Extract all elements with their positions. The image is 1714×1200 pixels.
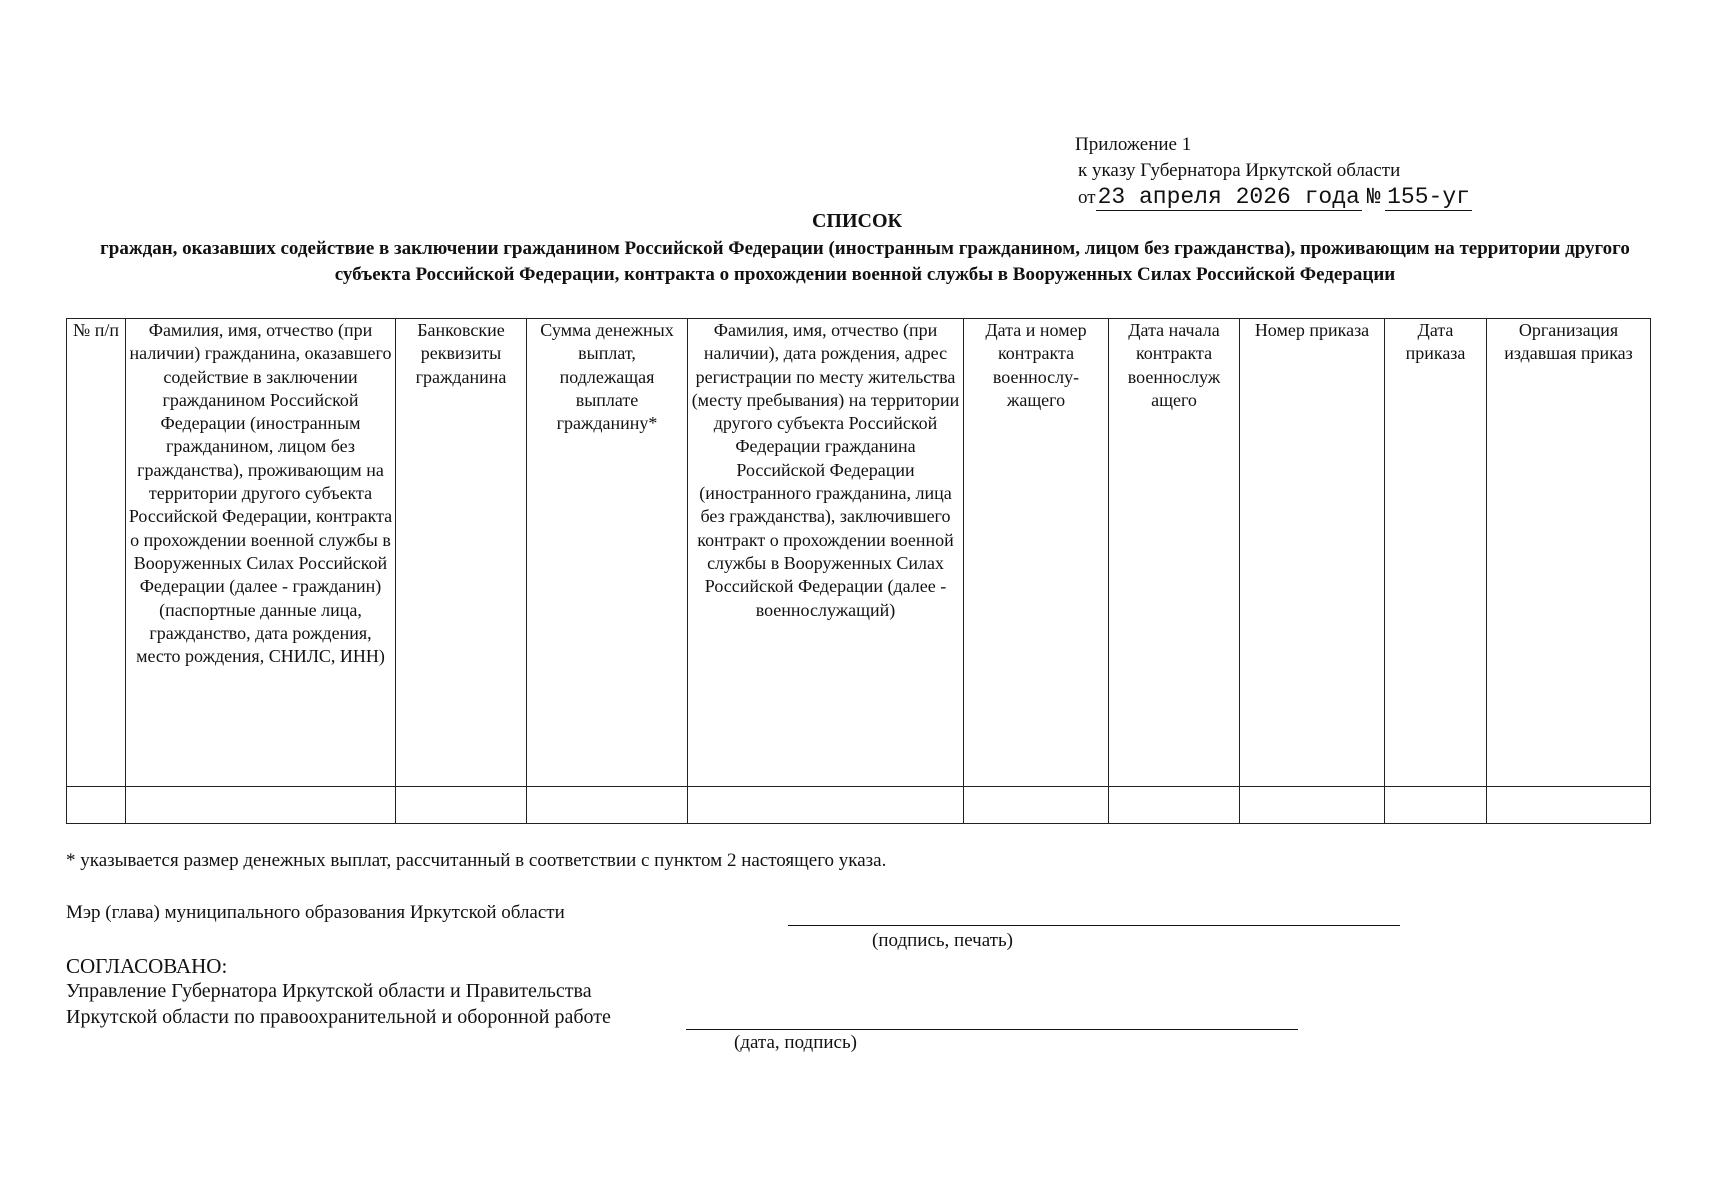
annex-header — [1075, 132, 1472, 211]
mayor-signature-line[interactable] — [788, 925, 1400, 926]
table-row — [67, 787, 1651, 824]
annex-decree-ref: к указу Губернатора Иркутской области — [1078, 160, 1401, 181]
citizens-table — [66, 318, 1651, 824]
table-cell[interactable] — [688, 787, 964, 824]
footnote: * указывается размер денежных выплат, рассчитанный в соответствии с пунктом 2 настоящего указа. — [66, 850, 887, 871]
header-cell-organization: Организация издавшая приказ — [1487, 319, 1651, 787]
header-cell-order-number: Номер приказа — [1240, 319, 1385, 787]
table-cell[interactable] — [67, 787, 126, 824]
agreed-label: СОГЛАСОВАНО: — [66, 954, 228, 978]
department-signature-line[interactable] — [686, 1029, 1298, 1030]
table-cell[interactable] — [126, 787, 396, 824]
header-cell-order-date: Дата приказа — [1385, 319, 1487, 787]
table-cell[interactable] — [1240, 787, 1385, 824]
department-signature-caption: (дата, подпись) — [734, 1032, 857, 1053]
table-cell[interactable] — [527, 787, 688, 824]
table-cell[interactable] — [1487, 787, 1651, 824]
annex-number: Приложение 1 — [1075, 134, 1192, 155]
annex-date-line — [1078, 184, 1472, 211]
header-cell-number: № п/п — [67, 319, 126, 787]
page-subtitle: граждан, оказавших содействие в заключении гражданином Российской Федерации (иностранным гражданином, лицом без гражданства), проживающим на территории другого субъекта Российской Федерации, контракта о прохождении военной службы в Вооруженных Силах Российской Федерации — [100, 238, 1630, 285]
department-line-2: Иркутской области по правоохранительной и оборонной работе — [66, 1006, 611, 1028]
decree-date: 23 апреля 2026 года — [1097, 184, 1360, 210]
table-cell[interactable] — [1385, 787, 1487, 824]
table-cell[interactable] — [396, 787, 527, 824]
department-line-1: Управление Губернатора Иркутской области и Правительства — [66, 980, 592, 1002]
header-cell-amount: Сумма денежных выплат, подлежащая выплате гражданину* — [527, 319, 688, 787]
mayor-signature-caption: (подпись, печать) — [872, 930, 1013, 951]
header-cell-contract: Дата и номер контракта военнослу-жащего — [964, 319, 1109, 787]
table-header-row — [67, 319, 1651, 787]
header-cell-citizen: Фамилия, имя, отчество (при наличии) гражданина, оказавшего содействие в заключении гражданином Российской Федерации (иностранным гражданином, лицом без гражданства), проживающим на территории другого субъекта Российской Федерации, контракта о прохождении военной службы в Вооруженных Силах Российской Федерации (далее - гражданин) (паспортные данные лица, гражданство, дата рождения, место рождения, СНИЛС, ИНН) — [126, 319, 396, 787]
header-cell-serviceman: Фамилия, имя, отчество (при наличии), дата рождения, адрес регистрации по месту жительства (месту пребывания) на территории другого субъекта Российской Федерации гражданина Российской Федерации (иностранного гражданина, лица без гражданства), заключившего контракт о прохождении военной службы в Вооруженных Силах Российской Федерации (далее - военнослужащий) — [688, 319, 964, 787]
mayor-label: Мэр (глава) муниципального образования Иркутской области — [66, 902, 565, 923]
number-prefix: № — [1366, 184, 1381, 210]
header-cell-contract-start: Дата начала контракта военнослуж ащего — [1109, 319, 1240, 787]
header-cell-bank: Банковские реквизиты гражданина — [396, 319, 527, 787]
table-cell[interactable] — [964, 787, 1109, 824]
page-title: СПИСОК — [811, 210, 903, 232]
date-prefix: от — [1078, 187, 1096, 208]
table-cell[interactable] — [1109, 787, 1240, 824]
decree-number: 155-уг — [1387, 184, 1470, 210]
